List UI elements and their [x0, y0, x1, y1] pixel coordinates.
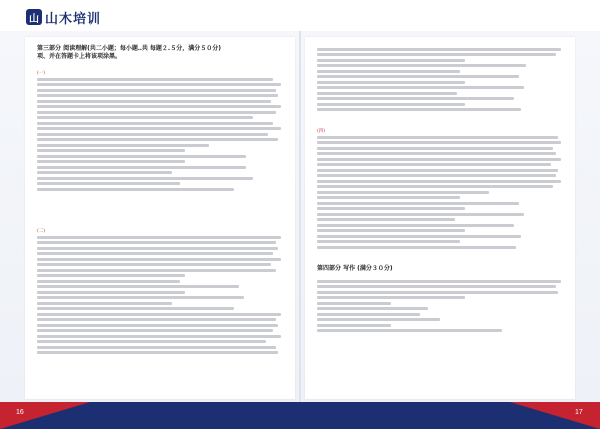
logo-icon: 山	[26, 9, 42, 25]
page-spread	[0, 31, 600, 406]
left-page	[25, 37, 295, 399]
page-number-right: 17	[575, 409, 583, 416]
footer-band	[0, 402, 600, 429]
passage-1	[37, 67, 283, 193]
passage-marker: (一)	[37, 71, 46, 76]
footer-accent-right	[510, 402, 600, 429]
passage-marker: (二)	[37, 229, 46, 234]
passage-2-text	[37, 236, 283, 355]
passage-3	[317, 45, 563, 114]
passage-1-text	[37, 78, 283, 191]
passage-marker: (四)	[317, 129, 326, 134]
header-band	[0, 0, 600, 32]
page-number-left: 16	[16, 409, 24, 416]
page-gutter	[299, 31, 301, 406]
logo-text: 山木培训	[45, 11, 102, 27]
passage-3-text	[317, 48, 563, 112]
writing-prompt	[317, 277, 563, 335]
section3-title: 第三部分 阅读理解(共二小题；每小题‥共 每题２.５分，满分５０分)	[37, 45, 221, 52]
footer-accent-left	[0, 402, 90, 429]
brand-logo	[26, 8, 101, 26]
section3-title-line2: 项、并在答题卡上将该项涂黑。	[37, 53, 122, 60]
passage-2	[37, 225, 283, 357]
passage-4-text	[317, 136, 563, 249]
section4-title: 第四部分 写作 (满分３０分)	[317, 265, 393, 272]
passage-4	[317, 125, 563, 251]
right-page	[305, 37, 575, 399]
